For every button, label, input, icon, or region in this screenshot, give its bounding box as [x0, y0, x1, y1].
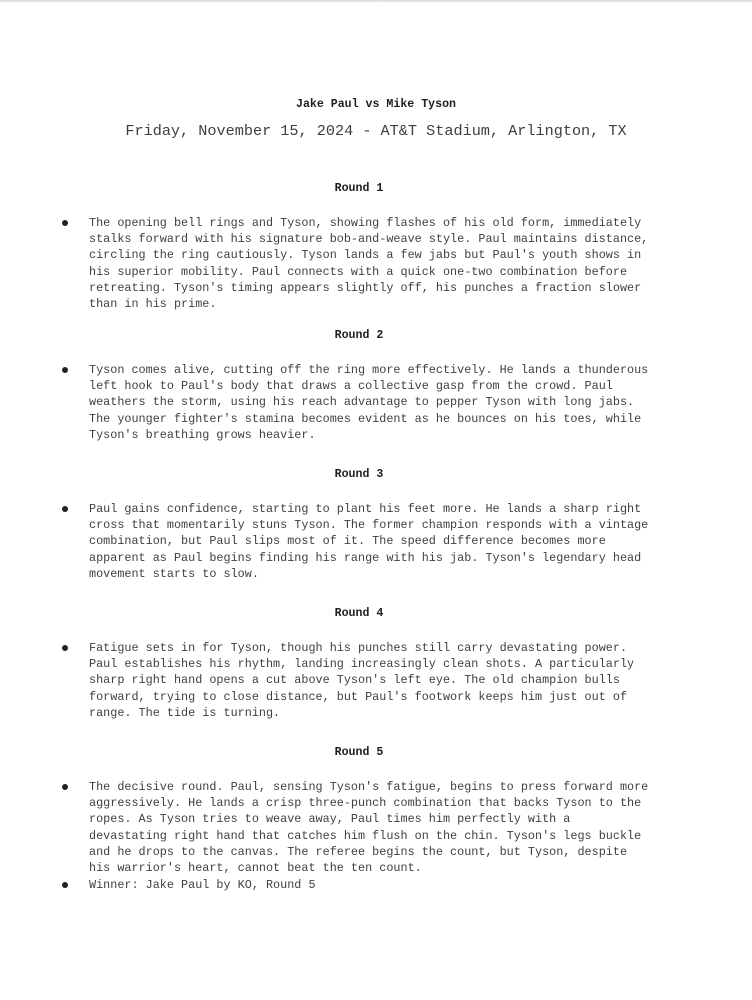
bullet-icon [62, 367, 68, 373]
bullet-icon [62, 220, 68, 226]
round-4-text: Fatigue sets in for Tyson, though his punches still carry devastating power. Paul establishes his rhythm, landing increasingly clean shots. A particularly sharp right hand opens a cut above Tyson's left eye. The old champion bulls forward, trying to close distance, but Paul's footwork keeps him just out of range. The tide is turning. [89, 641, 635, 720]
bullet-icon [62, 882, 68, 888]
document-title: Jake Paul vs Mike Tyson [295, 98, 457, 111]
round-2-text: Tyson comes alive, cutting off the ring more effectively. He lands a thunderous left hook to Paul's body that draws a collective gasp from the crowd. Paul weathers the storm, using his reach advantage to pepper Tyson with long jabs. The younger fighter's stamina becomes evident as he bounces on his toes, while Tyson's breathing grows heavier. [89, 363, 649, 442]
round-5-text: The decisive round. Paul, sensing Tyson's fatigue, begins to press forward more aggressively. He lands a crisp three-punch combination that backs Tyson to the ropes. As Tyson tries to weave away, Paul times him perfectly with a devastating right hand that catches him flush on the chin. Tyson's legs buckle and he drops to the canvas. The referee begins the count, but Tyson, despite his warrior's heart, cannot beat the ten count. [89, 780, 649, 876]
round-2-heading: Round 2 [334, 329, 384, 342]
page-top-edge [0, 0, 752, 3]
round-3-heading: Round 3 [334, 468, 384, 481]
round-4-heading: Round 4 [334, 607, 384, 620]
bullet-icon [62, 506, 68, 512]
round-1-text: The opening bell rings and Tyson, showing flashes of his old form, immediately stalks forward with his signature bob-and-weave style. Paul maintains distance, circling the ring cautiously. Tyson lands a few jabs but Paul's youth shows in his superior mobility. Paul connects with a quick one-two combination before retreating. Tyson's timing appears slightly off, his punches a fraction slower than in his prime. [89, 216, 649, 312]
document-subtitle: Friday, November 15, 2024 - AT&T Stadium, Arlington, TX [125, 122, 627, 140]
bullet-icon [62, 784, 68, 790]
bullet-icon [62, 645, 68, 651]
winner-text: Winner: Jake Paul by KO, Round 5 [89, 878, 316, 892]
round-5-heading: Round 5 [334, 746, 384, 759]
round-3-text: Paul gains confidence, starting to plant his feet more. He lands a sharp right cross that momentarily stuns Tyson. The former champion responds with a vintage combination, but Paul slips most of it. The speed difference becomes more apparent as Paul begins finding his range with his jab. Tyson's legendary head movement starts to slow. [89, 502, 649, 581]
round-1-heading: Round 1 [334, 182, 384, 195]
